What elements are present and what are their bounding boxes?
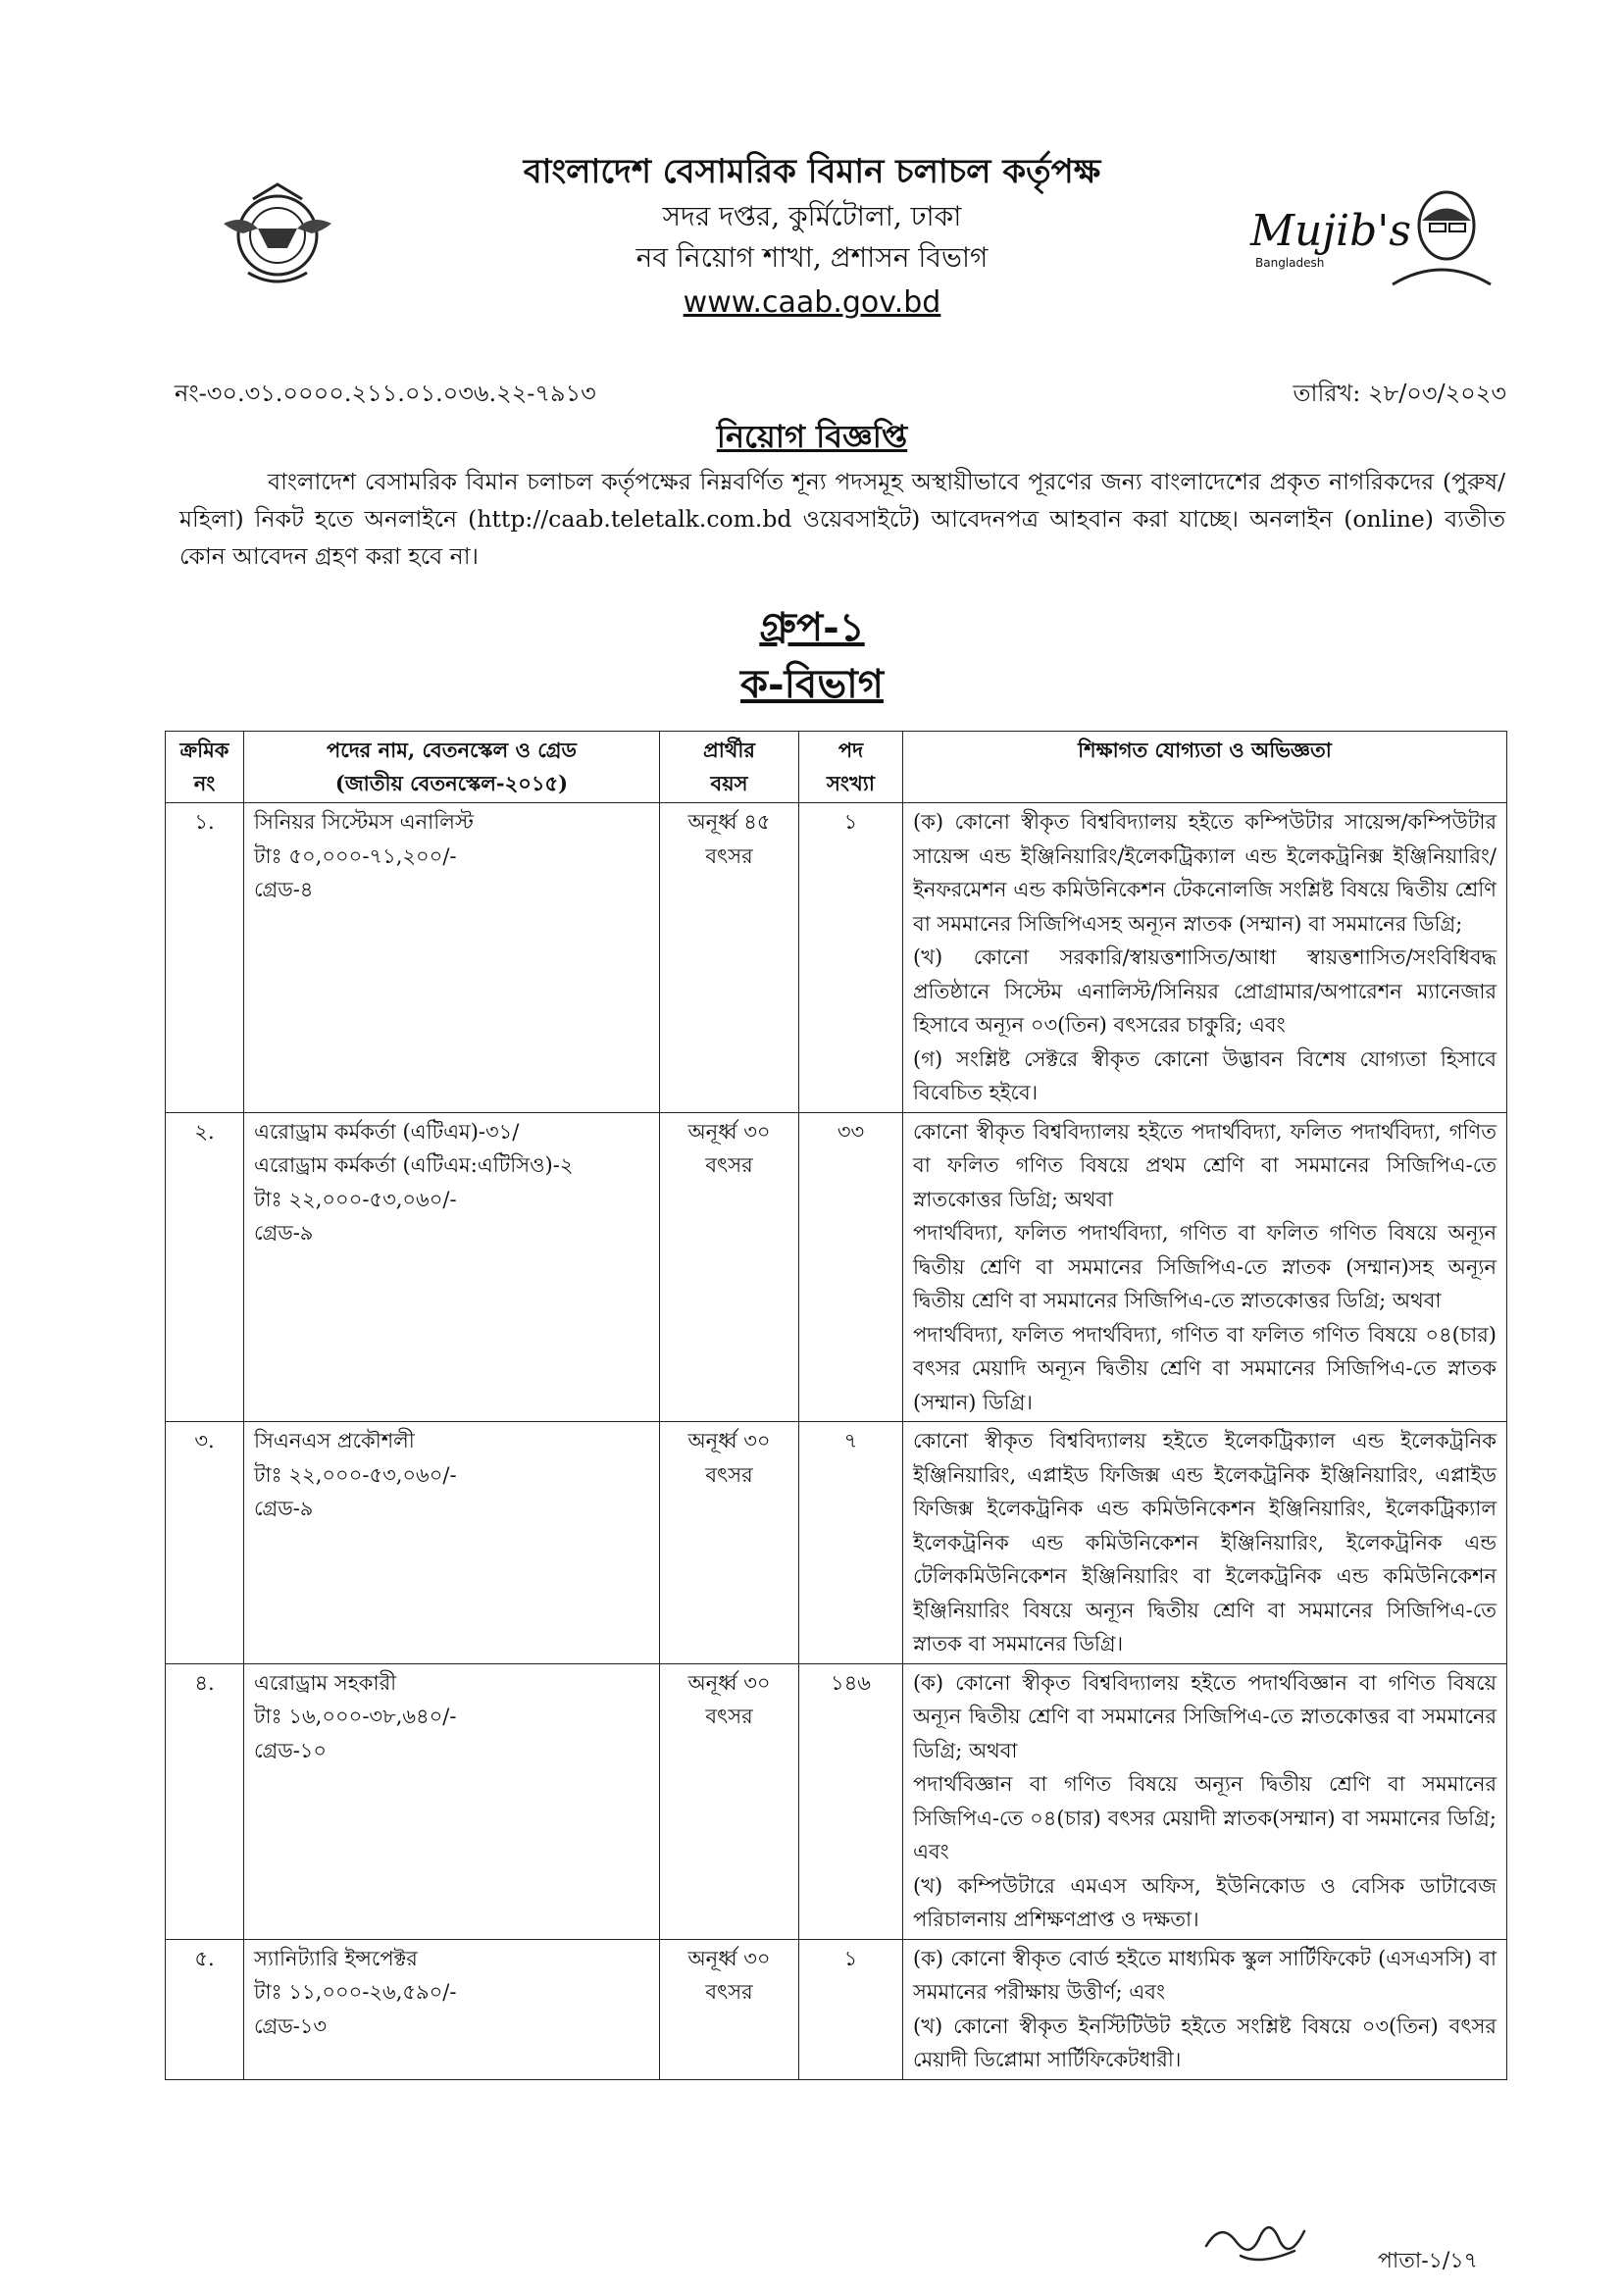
notice-title: নিয়োগ বিজ্ঞপ্তি bbox=[716, 418, 908, 455]
organization-name: বাংলাদেশ বেসামরিক বিমান চলাচল কর্তৃপক্ষ bbox=[523, 152, 1101, 191]
header-serial: ক্রমিক নং bbox=[166, 732, 244, 803]
count-cell: ১ bbox=[799, 1939, 903, 2079]
header-qualification: শিক্ষাগত যোগ্যতা ও অভিজ্ঞতা bbox=[903, 732, 1507, 803]
qualification-cell: (ক) কোনো স্বীকৃত বিশ্ববিদ্যালয় হইতে কম্পিউটার সায়েন্স/কম্পিউটার সায়েন্স এন্ড ইঞ্জিনিয়ারিং/ইলেকট্রিক্যাল এন্ড ইলেকট্রনিক্স ইঞ্জিনিয়ারিং/ইনফরমেশন এন্ড কমিউনিকেশন টেকনোলজি সংশ্লিষ্ট বিষয়ে দ্বিতীয় শ্রেণি বা সমমানের সিজিপিএসহ অন্যূন স্নাতক (সম্মান) বা সমমানের ডিগ্রি; (খ) কোনো সরকারি/স্বায়ত্তশাসিত/আধা স্বায়ত্তশাসিত/সংবিধিবদ্ধ প্রতিষ্ঠানে সিস্টেম এনালিস্ট/সিনিয়র প্রোগ্রামার/অপারেশন ম্যানেজার হিসাবে অন্যূন ০৩(তিন) বৎসরের চাকুরি; এবং (গ) সংশ্লিষ্ট সেক্টরে স্বীকৃত কোনো উদ্ভাবন বিশেষ যোগ্যতা হিসাবে বিবেচিত হইবে। bbox=[903, 803, 1507, 1113]
mujibs-logo-text: Mujib's bbox=[1250, 206, 1411, 256]
count-cell: ১৪৬ bbox=[799, 1663, 903, 1939]
vacancy-table bbox=[165, 731, 1507, 2080]
age-cell: অনূর্ধ্ব ৩০ বৎসর bbox=[660, 1422, 799, 1664]
age-cell: অনূর্ধ্ব ৩০ বৎসর bbox=[660, 1663, 799, 1939]
letterhead bbox=[0, 147, 1624, 328]
post-cell: সিএনএস প্রকৌশলী টাঃ ২২,০০০-৫৩,০৬০/- গ্রেড-৯ bbox=[244, 1422, 660, 1664]
header-count: পদ সংখ্যা bbox=[799, 732, 903, 803]
table-row bbox=[166, 1422, 1507, 1664]
qualification-cell: (ক) কোনো স্বীকৃত বিশ্ববিদ্যালয় হইতে পদার্থবিজ্ঞান বা গণিত বিষয়ে অন্যূন দ্বিতীয় শ্রেণি বা সমমানের সিজিপিএ-তে স্নাতকোত্তর বা সমমানের ডিগ্রি; অথবা পদার্থবিজ্ঞান বা গণিত বিষয়ে অন্যূন দ্বিতীয় শ্রেণি বা সমমানের সিজিপিএ-তে ০৪(চার) বৎসর মেয়াদী স্নাতক(সম্মান) বা সমমানের ডিগ্রি; এবং (খ) কম্পিউটারে এমএস অফিস, ইউনিকোড ও বেসিক ডাটাবেজ পরিচালনায় প্রশিক্ষণপ্রাপ্ত ও দক্ষতা। bbox=[903, 1663, 1507, 1939]
serial-cell: ৫. bbox=[166, 1939, 244, 2079]
table-row bbox=[166, 1663, 1507, 1939]
serial-cell: ১. bbox=[166, 803, 244, 1113]
age-cell: অনূর্ধ্ব ৪৫ বৎসর bbox=[660, 803, 799, 1113]
table-row bbox=[166, 803, 1507, 1113]
page-number: পাতা-১/১৭ bbox=[1378, 2249, 1478, 2273]
notice-date: তারিখ: ২৮/০৩/২০২৩ bbox=[1293, 380, 1506, 407]
reference-row bbox=[175, 376, 1506, 415]
post-cell: স্যানিট্যারি ইন্সপেক্টর টাঃ ১১,০০০-২৬,৫৯০/- গ্রেড-১৩ bbox=[244, 1939, 660, 2079]
post-cell: এরোড্রাম সহকারী টাঃ ১৬,০০০-৩৮,৬৪০/- গ্রেড-১০ bbox=[244, 1663, 660, 1939]
count-cell: ৭ bbox=[799, 1422, 903, 1664]
post-cell: সিনিয়র সিস্টেমস এনালিস্ট টাঃ ৫০,০০০-৭১,২০০/- গ্রেড-৪ bbox=[244, 803, 660, 1113]
qualification-cell: কোনো স্বীকৃত বিশ্ববিদ্যালয় হইতে পদার্থবিদ্যা, ফলিত পদার্থবিদ্যা, গণিত বা ফলিত গণিত বিষয়ে প্রথম শ্রেণি বা সমমানের সিজিপিএ-তে স্নাতকোত্তর ডিগ্রি; অথবা পদার্থবিদ্যা, ফলিত পদার্থবিদ্যা, গণিত বা ফলিত গণিত বিষয়ে অন্যূন দ্বিতীয় শ্রেণি বা সমমানের সিজিপিএ-তে স্নাতক (সম্মান)সহ অন্যূন দ্বিতীয় শ্রেণি বা সমমানের সিজিপিএ-তে স্নাতকোত্তর ডিগ্রি; অথবা পদার্থবিদ্যা, ফলিত পদার্থবিদ্যা, গণিত বা ফলিত গণিত বিষয়ে ০৪(চার) বৎসর মেয়াদি অন্যূন দ্বিতীয় শ্রেণি বা সমমানের সিজিপিএ-তে স্নাতক (সম্মান) ডিগ্রি। bbox=[903, 1112, 1507, 1422]
table-row bbox=[166, 1939, 1507, 2079]
mujibs-logo-subtext: Bangladesh bbox=[1255, 256, 1325, 270]
branch-name: নব নিয়োগ শাখা, প্রশাসন বিভাগ bbox=[635, 241, 989, 274]
count-cell: ১ bbox=[799, 803, 903, 1113]
intro-paragraph: বাংলাদেশ বেসামরিক বিমান চলাচল কর্তৃপক্ষের নিম্নবর্ণিত শূন্য পদসমূহ অস্থায়ীভাবে পূরণের জন্য বাংলাদেশের প্রকৃত নাগরিকদের (পুরুষ/মহিলা) নিকট হতে অনলাইনে (http://caab.teletalk.com.bd ওয়েবসাইটে) আবেদনপত্র আহবান করা যাচ্ছে। অনলাইন (online) ব্যতীত কোন আবেদন গ্রহণ করা হবে না। bbox=[179, 468, 1505, 570]
header-age: প্রার্থীর বয়স bbox=[660, 732, 799, 803]
age-cell: অনূর্ধ্ব ৩০ বৎসর bbox=[660, 1112, 799, 1422]
group-title: গ্রুপ-১ bbox=[759, 604, 865, 650]
post-cell: এরোড্রাম কর্মকর্তা (এটিএম)-৩১/ এরোড্রাম কর্মকর্তা (এটিএম:এটিসিও)-২ টাঃ ২২,০০০-৫৩,০৬০/- গ্রেড-৯ bbox=[244, 1112, 660, 1422]
serial-cell: ৪. bbox=[166, 1663, 244, 1939]
office-address: সদর দপ্তর, কুর্মিটোলা, ঢাকা bbox=[662, 200, 962, 232]
handwritten-signature bbox=[1201, 2212, 1319, 2270]
count-cell: ৩৩ bbox=[799, 1112, 903, 1422]
table-row bbox=[166, 1112, 1507, 1422]
website-link[interactable]: www.caab.gov.bd bbox=[683, 285, 941, 320]
serial-cell: ২. bbox=[166, 1112, 244, 1422]
qualification-cell: (ক) কোনো স্বীকৃত বোর্ড হইতে মাধ্যমিক স্কুল সার্টিফিকেট (এসএসসি) বা সমমানের পরীক্ষায় উত্তীর্ণ; এবং (খ) কোনো স্বীকৃত ইনস্টিটিউট হইতে সংশ্লিষ্ট বিষয়ে ০৩(তিন) বৎসর মেয়াদী ডিপ্লোমা সার্টিফিকেটধারী। bbox=[903, 1939, 1507, 2079]
reference-number: নং-৩০.৩১.০০০০.২১১.০১.০৩৬.২২-৭৯১৩ bbox=[175, 380, 596, 407]
table-header-row bbox=[166, 732, 1507, 803]
serial-cell: ৩. bbox=[166, 1422, 244, 1664]
division-title: ক-বিভাগ bbox=[740, 661, 884, 707]
age-cell: অনূর্ধ্ব ৩০ বৎসর bbox=[660, 1939, 799, 2079]
header-post: পদের নাম, বেতনস্কেল ও গ্রেড (জাতীয় বেতনস্কেল-২০১৫) bbox=[244, 732, 660, 803]
qualification-cell: কোনো স্বীকৃত বিশ্ববিদ্যালয় হইতে ইলেকট্রিক্যাল এন্ড ইলেকট্রনিক ইঞ্জিনিয়ারিং, এপ্লাইড ফিজিক্স এন্ড ইলেকট্রনিক ইঞ্জিনিয়ারিং, এপ্লাইড ফিজিক্স ইলেকট্রনিক এন্ড কমিউনিকেশন ইঞ্জিনিয়ারিং, ইলেকট্রিক্যাল ইলেকট্রনিক এন্ড কমিউনিকেশন ইঞ্জিনিয়ারিং, ইলেকট্রনিক এন্ড টেলিকমিউনিকেশন ইঞ্জিনিয়ারিং বা ইলেকট্রনিক এন্ড কমিউনিকেশন ইঞ্জিনিয়ারিং বিষয়ে অন্যূন দ্বিতীয় শ্রেণি বা সমমানের সিজিপিএ-তে স্নাতক বা সমমানের ডিগ্রি। bbox=[903, 1422, 1507, 1664]
